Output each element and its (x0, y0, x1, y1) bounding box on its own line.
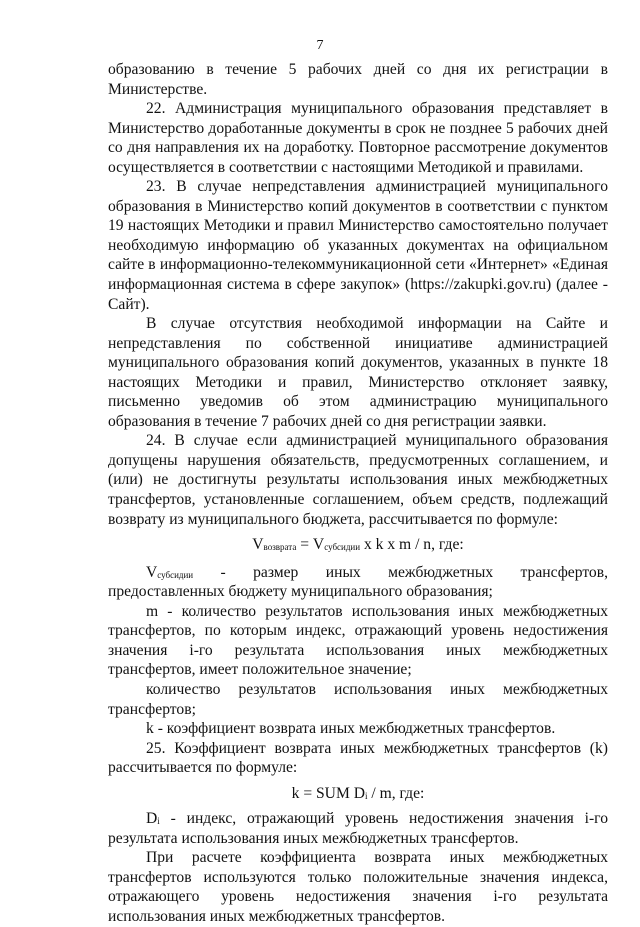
formula-text: x k x m / n, где: (360, 536, 464, 554)
definition-n: количество результатов использования иных межбюджетных трансфертов; (108, 680, 608, 718)
formula-subscript: i (364, 790, 368, 801)
definition-d (108, 809, 608, 848)
definition-subscript: i (157, 816, 160, 827)
definition-m: m - количество результатов использования иных межбюджетных трансфертов, по которым индекс, отражающий уровень недостижения значения i-го результата использования иных межбюджетных трансфертов, имеет положительное значение; (108, 602, 608, 679)
definition-text: - индекс, отражающий уровень недостижения значения i-го результата использования иных межбюджетных трансфертов. (108, 810, 608, 847)
definition-symbol: D (146, 810, 158, 828)
definition-k: k - коэффициент возврата иных межбюджетных трансфертов. (146, 720, 556, 738)
paragraph-25: 25. Коэффициент возврата иных межбюджетных трансфертов (k) рассчитывается по формуле: (108, 739, 608, 777)
paragraph-23: 23. В случае непредставления администрацией муниципального образования в Министерство копий документов в соответствии с пунктом 19 настоящих Методики и правил Министерство самостоятельно получает необходимую информацию об указанных документах на официальном сайте в информационно-телекоммуникационной сети «Интернет» «Единая информационная система в сфере закупок» (https://zakupki.gov.ru) (далее - Сайт). (108, 178, 608, 313)
paragraph-22: 22. Администрация муниципального образования представляет в Министерство доработанные документы в срок не позднее 5 рабочих дней со дня направления их на доработку. Повторное рассмотрение документов осуществляется в соответствии с настоящими Методикой и правилами. (108, 100, 608, 176)
paragraph-continuation: образованию в течение 5 рабочих дней со дня их регистрации в Министерстве. (108, 61, 608, 98)
formula-return-volume (108, 535, 608, 555)
formula-coefficient (108, 784, 608, 804)
paragraph-24: 24. В случае если администрацией муниципального образования допущены нарушения обязательств, предусмотренных соглашением, и (или) не достигнуты результаты использования иных межбюджетных трансфертов, установленные соглашением, объем средств, подлежащий возврату из муниципального бюджета, рассчитывается по формуле: (108, 432, 608, 528)
page-number: 7 (316, 38, 324, 53)
definition-text: - размер иных межбюджетных трансфертов, предоставленных бюджету муниципального образования; (108, 563, 608, 601)
paragraph-23-second: В случае отсутствия необходимой информации на Сайте и непредставления по собственной инициативе администрацией муниципального образования копий документов, указанных в пункте 18 настоящих Методики и правил, Министерство отклоняет заявку, письменно уведомив об этом администрацию муниципального образования в течение 7 рабочих дней со дня регистрации заявки. (108, 315, 608, 430)
formula-subscript: возврата (263, 542, 297, 553)
document-body (108, 60, 608, 927)
paragraph-final: При расчете коэффициента возврата иных межбюджетных трансфертов используются только положительные значения индекса, отражающего уровень недостижения значения i-го результата использования иных межбюджетных трансфертов. (108, 849, 608, 925)
definition-v-subsidy (108, 563, 608, 602)
definition-subscript: субсидии (157, 569, 194, 580)
formula-text: / m, где: (367, 784, 425, 802)
formula-subscript: субсидии (324, 542, 361, 553)
formula-symbol: = V (296, 536, 325, 554)
definition-symbol: V (146, 563, 158, 581)
formula-symbol: V (252, 536, 264, 554)
formula-text: k = SUM D (291, 784, 365, 802)
